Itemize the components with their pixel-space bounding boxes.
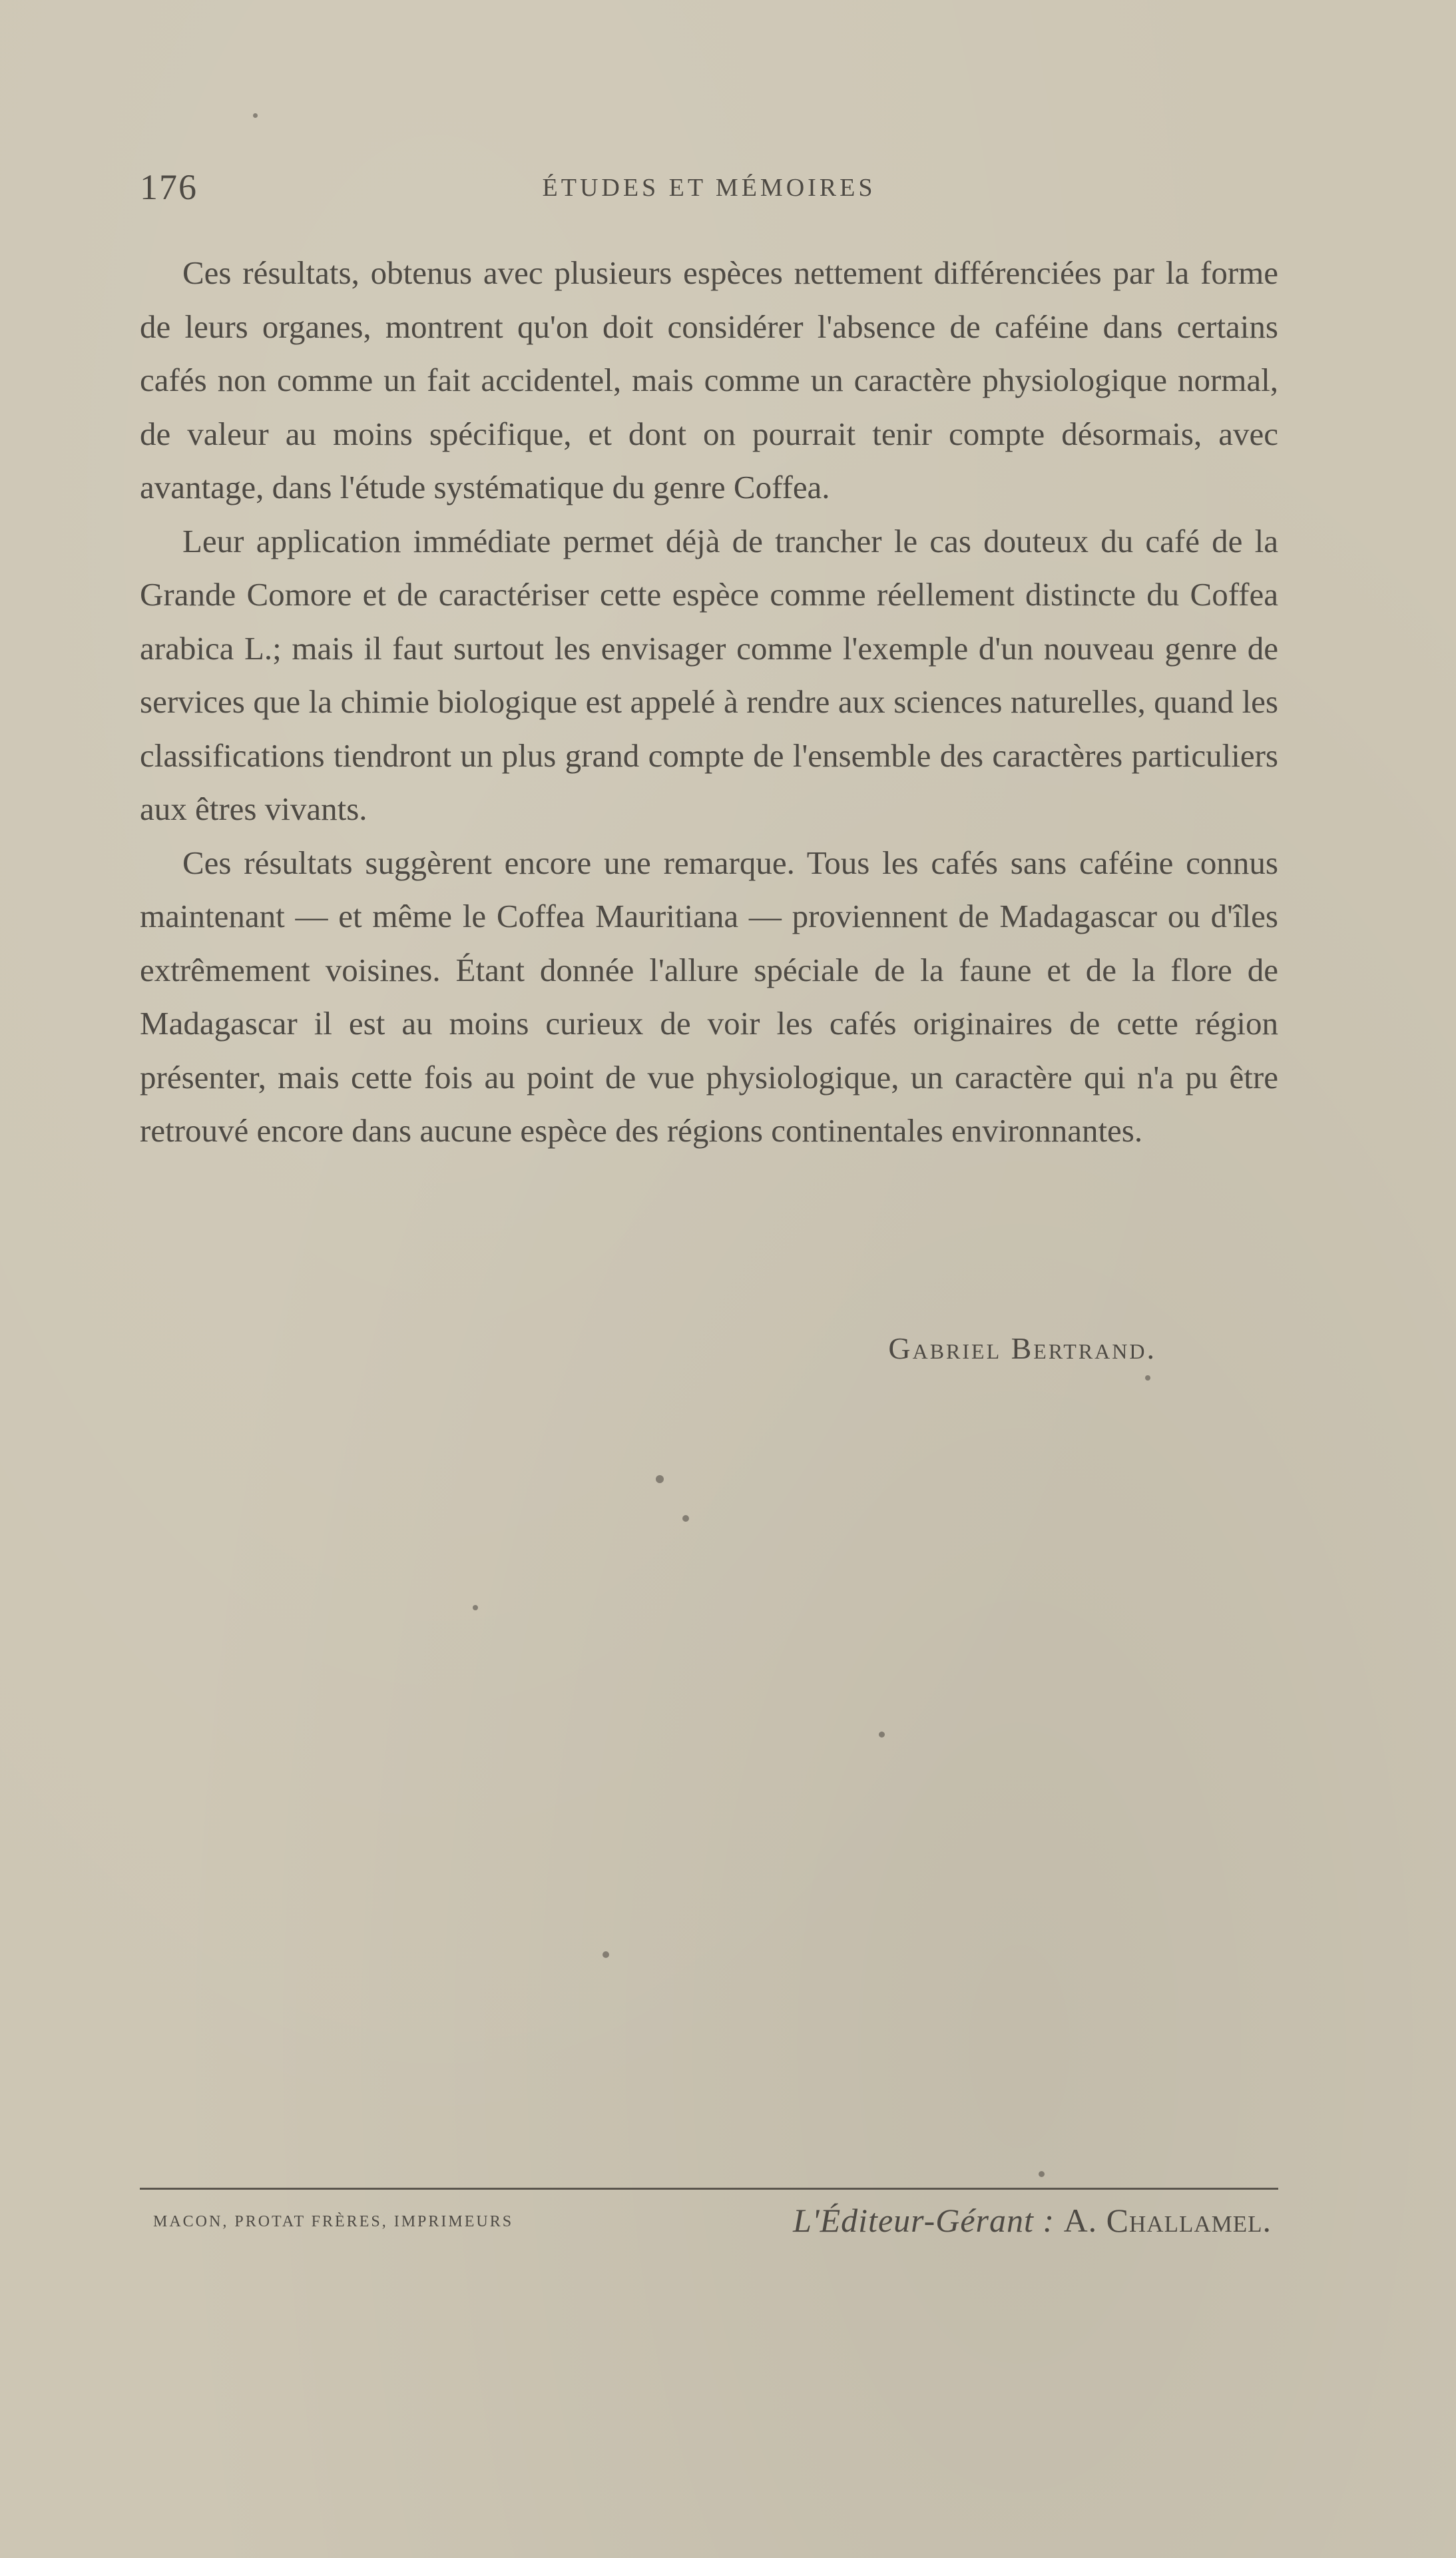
scan-speck (473, 1605, 478, 1610)
paragraph-1: Ces résultats, obtenus avec plusieurs espèces nettement différenciées par la forme de leurs organes, montrent qu'on doit considérer l'absence de caféine dans certains cafés non comme un fait accidentel, mais comme un caractère physiologique normal, de valeur au moins spécifique, et dont on pourrait tenir compte désormais, avec avantage, dans l'étude systématique du genre Coffea. (140, 254, 1278, 505)
scan-speck (1145, 1375, 1150, 1381)
scan-speck (1039, 2171, 1045, 2177)
paragraph-3: Ces résultats suggèrent encore une remarque. Tous les cafés sans caféine connus maintenant — et même le Coffea Mauritiana — proviennent de Madagascar ou d'îles extrêmement voisines. Étant donnée l'allure spéciale de la faune et de la flore de Madagascar il est au moins curieux de voir les cafés originaires de cette région présenter, mais cette fois au point de vue physiologique, un caractère qui n'a pu être retrouvé encore dans aucune espèce des régions continentales environnantes. (140, 844, 1278, 1149)
scan-speck (656, 1475, 664, 1483)
scan-speck (253, 113, 258, 118)
scan-speck (682, 1515, 689, 1522)
footer (140, 2201, 1278, 2248)
article-body (140, 246, 1278, 1158)
page-number: 176 (140, 167, 198, 207)
paragraph-2: Leur application immédiate permet déjà de trancher le cas douteux du café de la Grande Comore et de caractériser cette espèce comme réellement distincte du Coffea arabica L.; mais il faut surtout les envisager comme l'exemple d'un nouveau genre de services que la chimie biologique est appelé à rendre aux sciences naturelles, quand les classifications tiendront un plus grand compte de l'ensemble des caractères particuliers aux êtres vivants. (140, 522, 1278, 827)
editor-role: L'Éditeur-Gérant : (793, 2202, 1055, 2239)
scan-speck (603, 1951, 609, 1958)
editor-credit (793, 2201, 1272, 2240)
scan-speck (879, 1732, 885, 1738)
running-head (140, 166, 1278, 213)
footer-rule (140, 2188, 1278, 2190)
printer-imprint: MACON, PROTAT FRÈRES, IMPRIMEURS (153, 2213, 514, 2230)
running-title: ÉTUDES ET MÉMOIRES (542, 174, 876, 202)
author-signature: Gabriel Bertrand. (888, 1331, 1156, 1365)
editor-name: A. Challamel. (1063, 2202, 1272, 2239)
